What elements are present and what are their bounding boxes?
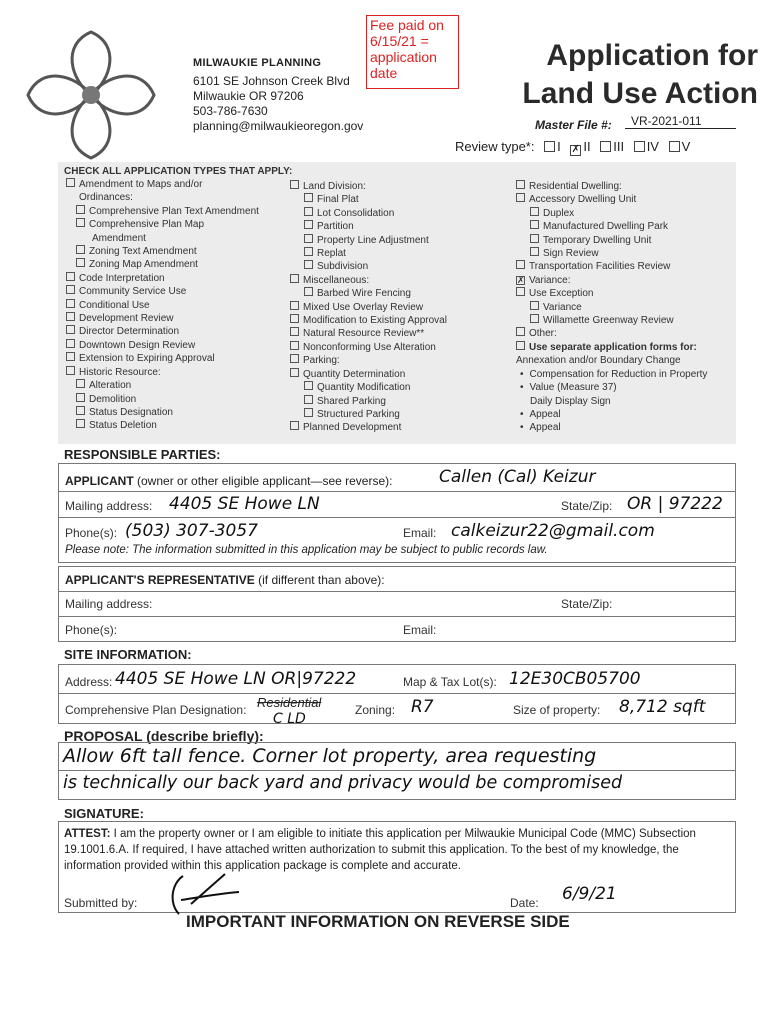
review-type: Review type*: I ✗ II III IV V <box>455 139 691 155</box>
application-type-item[interactable]: • Value (Measure 37) <box>520 382 617 394</box>
application-type-item[interactable]: Use separate application forms for: <box>516 341 736 354</box>
application-type-item[interactable]: Development Review <box>66 312 286 325</box>
application-type-item[interactable]: • Appeal <box>520 422 561 434</box>
date-field[interactable]: 6/9/21 <box>562 884 617 904</box>
phone-field[interactable]: (503) 307-3057 <box>125 521 258 541</box>
proposal-title: PROPOSAL (describe briefly): <box>64 728 264 744</box>
org-email: planning@milwaukieoregon.gov <box>193 119 364 133</box>
form-title-line-2: Land Use Action <box>522 77 758 110</box>
rep-mailing-field[interactable]: Mailing address: <box>65 597 153 611</box>
application-type-item[interactable]: Temporary Dwelling Unit <box>516 234 736 247</box>
application-type-item[interactable]: Extension to Expiring Approval <box>66 352 286 365</box>
checkbox[interactable] <box>304 193 313 202</box>
application-type-item[interactable]: Manufactured Dwelling Park <box>516 220 736 233</box>
checkbox[interactable] <box>304 234 313 243</box>
application-type-item[interactable]: Use Exception <box>516 287 736 300</box>
email-field[interactable]: calkeizur22@gmail.com <box>451 521 655 541</box>
applicant-panel: APPLICANT (owner or other eligible applicant—see reverse): Callen (Cal) Keizur Mailing address: 4405 SE Howe LN State/Zip: OR | 97222 Phone(s): (503) 307-3057 Email: calkeizur22@gmail.com Please note: The information submitted in this application may be subject to public records law. <box>58 463 736 563</box>
checkbox[interactable] <box>76 379 85 388</box>
application-type-item[interactable]: Ordinances: <box>79 192 133 204</box>
application-type-item[interactable]: Structured Parking <box>290 408 510 421</box>
application-type-item[interactable]: Status Deletion <box>66 419 286 432</box>
application-types-col-2 <box>290 180 510 435</box>
application-type-item[interactable]: Downtown Design Review <box>66 339 286 352</box>
site-panel: Address: 4405 SE Howe LN OR|97222 Map & Tax Lot(s): 12E30CB05700 Comprehensive Plan Designation: Residential C LD Zoning: R7 Size of property: 8,712 sqft <box>58 664 736 724</box>
application-types-col-1 <box>66 178 286 433</box>
rep-phone-field[interactable]: Phone(s): <box>65 623 118 637</box>
checkbox[interactable] <box>304 381 313 390</box>
application-type-item[interactable]: Community Service Use <box>66 285 286 298</box>
application-type-item[interactable]: • Appeal <box>520 408 561 420</box>
checkbox[interactable] <box>304 408 313 417</box>
fee-paid-note: Fee paid on 6/15/21 = application date <box>366 15 459 89</box>
application-type-item[interactable]: Code Interpretation <box>66 272 286 285</box>
application-type-item[interactable]: Zoning Text Amendment <box>66 245 286 258</box>
dogwood-flower-logo <box>16 20 166 170</box>
application-type-item[interactable]: Quantity Determination <box>290 368 510 381</box>
application-type-item[interactable]: Planned Development <box>290 421 510 434</box>
checkbox[interactable] <box>66 352 75 361</box>
checkbox[interactable] <box>516 287 525 296</box>
checkbox[interactable] <box>76 406 85 415</box>
application-type-item[interactable]: Partition <box>290 220 510 233</box>
application-type-item[interactable]: Modification to Existing Approval <box>290 314 510 327</box>
rep-email-field[interactable]: Email: <box>403 623 437 637</box>
checkbox[interactable] <box>530 234 539 243</box>
checkbox[interactable] <box>66 339 75 348</box>
checkbox[interactable] <box>290 421 299 430</box>
checkbox[interactable] <box>290 327 299 336</box>
checkbox[interactable] <box>66 272 75 281</box>
application-type-item[interactable]: Historic Resource: <box>66 366 286 379</box>
application-type-item[interactable]: Variance <box>516 301 736 314</box>
checkbox[interactable] <box>530 207 539 216</box>
checkbox[interactable] <box>516 341 525 350</box>
checkbox[interactable] <box>516 327 525 336</box>
checkbox[interactable] <box>530 247 539 256</box>
checkbox[interactable] <box>66 312 75 321</box>
application-type-item[interactable]: Residential Dwelling: <box>516 180 736 193</box>
checkbox[interactable] <box>66 366 75 375</box>
checkbox[interactable] <box>304 287 313 296</box>
public-records-note: Please note: The information submitted in this application may be subject to public records law. <box>65 544 548 556</box>
org-address-1: 6101 SE Johnson Creek Blvd <box>193 74 350 88</box>
checkbox[interactable] <box>516 193 525 202</box>
application-type-item[interactable]: Comprehensive Plan Map <box>66 218 286 231</box>
checkbox[interactable] <box>290 274 299 283</box>
master-file-label: Master File #: <box>535 118 612 132</box>
application-type-item[interactable]: Land Division: <box>290 180 510 193</box>
application-types-col-3 <box>516 180 736 435</box>
checkbox[interactable] <box>290 341 299 350</box>
checkbox[interactable] <box>304 260 313 269</box>
applicant-name-field[interactable]: Callen (Cal) Keizur <box>439 467 596 487</box>
application-type-item[interactable]: Quantity Modification <box>290 381 510 394</box>
checkbox[interactable] <box>66 325 75 334</box>
application-type-item[interactable]: Director Determination <box>66 325 286 338</box>
application-type-item[interactable]: Barbed Wire Fencing <box>290 287 510 300</box>
application-type-item[interactable]: Miscellaneous: <box>290 274 510 287</box>
application-type-item[interactable]: Comprehensive Plan Text Amendment <box>66 205 286 218</box>
application-type-item[interactable]: Alteration <box>66 379 286 392</box>
application-type-item[interactable]: Other: <box>516 327 736 340</box>
application-type-item[interactable]: Amendment to Maps and/or <box>66 178 286 191</box>
attest-text: ATTEST: I am the property owner or I am eligible to initiate this application per Milwaukie Municipal Code (MMC) Subsection 19.1001.6.A. If required, I have attached written authorization to submit this application. To the best of my knowledge, the information provided within this application package is complete and accurate. <box>64 828 696 872</box>
proposal-line-2: is technically our back yard and privacy would be compromised <box>63 773 623 793</box>
application-type-item[interactable]: Mixed Use Overlay Review <box>290 301 510 314</box>
application-type-item[interactable]: Subdivision <box>290 260 510 273</box>
checkbox[interactable] <box>530 301 539 310</box>
checkbox[interactable] <box>76 419 85 428</box>
application-type-item[interactable]: Final Plat <box>290 193 510 206</box>
site-address-field[interactable]: 4405 SE Howe LN OR|97222 <box>115 669 357 689</box>
application-type-item[interactable]: Duplex <box>516 207 736 220</box>
review-type-iii-checkbox[interactable] <box>600 141 611 152</box>
form-title-line-1: Application for <box>546 39 758 72</box>
application-type-item[interactable]: Parking: <box>290 354 510 367</box>
checkbox[interactable] <box>290 368 299 377</box>
checkbox[interactable] <box>516 180 525 189</box>
comp-plan-field[interactable]: Residential <box>257 695 322 710</box>
org-address-2: Milwaukie OR 97206 <box>193 89 304 103</box>
checkbox[interactable] <box>66 178 75 187</box>
checkbox[interactable] <box>290 314 299 323</box>
proposal-line-1: Allow 6ft tall fence. Corner lot property, area requesting <box>63 745 597 767</box>
tax-lot-field[interactable]: 12E30CB05700 <box>509 669 641 689</box>
application-type-item[interactable]: Accessory Dwelling Unit <box>516 193 736 206</box>
application-type-item[interactable]: Willamette Greenway Review <box>516 314 736 327</box>
review-type-ii-checkbox[interactable]: ✗ <box>571 144 581 155</box>
responsible-parties-title: RESPONSIBLE PARTIES: <box>64 447 221 462</box>
application-type-item[interactable]: Zoning Map Amendment <box>66 258 286 271</box>
state-zip-field[interactable]: OR | 97222 <box>627 494 723 514</box>
checkbox[interactable] <box>304 220 313 229</box>
important-info-banner: IMPORTANT INFORMATION ON REVERSE SIDE <box>186 912 570 931</box>
signature-title: SIGNATURE: <box>64 806 144 821</box>
application-types-panel <box>58 162 736 444</box>
application-type-item[interactable]: Daily Display Sign <box>530 395 611 407</box>
checkbox[interactable] <box>290 301 299 310</box>
checkbox[interactable] <box>76 205 85 214</box>
application-type-item[interactable]: • Compensation for Reduction in Property <box>520 368 708 380</box>
proposal-panel[interactable] <box>58 742 736 800</box>
checkbox[interactable] <box>66 299 75 308</box>
checkbox[interactable] <box>76 218 85 227</box>
org-phone: 503-786-7630 <box>193 104 268 118</box>
checkbox[interactable]: ✗ <box>517 274 525 285</box>
master-file-field[interactable]: VR-2021-011 <box>625 114 736 129</box>
submitted-by-label: Submitted by: <box>64 896 138 910</box>
checkbox[interactable] <box>304 247 313 256</box>
zoning-field[interactable]: R7 <box>411 697 434 717</box>
comp-plan-correction: C LD <box>273 711 306 727</box>
checkbox[interactable] <box>530 314 539 323</box>
checkbox[interactable] <box>76 245 85 254</box>
checkbox[interactable] <box>76 393 85 402</box>
checkbox[interactable] <box>304 207 313 216</box>
application-types-header: CHECK ALL APPLICATION TYPES THAT APPLY: <box>64 166 293 177</box>
checkbox[interactable] <box>290 354 299 363</box>
rep-state-zip-field[interactable]: State/Zip: <box>561 597 613 611</box>
checkbox[interactable] <box>304 395 313 404</box>
application-type-item[interactable]: Property Line Adjustment <box>290 234 510 247</box>
application-type-item[interactable]: Natural Resource Review** <box>290 327 510 340</box>
application-type-item[interactable]: Sign Review <box>516 247 736 260</box>
checkbox[interactable] <box>290 180 299 189</box>
checkbox[interactable] <box>516 260 525 269</box>
application-type-item[interactable]: Transportation Facilities Review <box>516 260 736 273</box>
application-type-item[interactable]: Lot Consolidation <box>290 207 510 220</box>
representative-panel: APPLICANT'S REPRESENTATIVE (if different than above): Mailing address: State/Zip: Phone(s): Email: <box>58 566 736 642</box>
application-type-item[interactable]: Annexation and/or Boundary Change <box>516 355 681 367</box>
checkbox[interactable] <box>76 258 85 267</box>
application-type-item[interactable]: Demolition <box>66 393 286 406</box>
checkbox[interactable] <box>530 220 539 229</box>
application-type-item[interactable]: Nonconforming Use Alteration <box>290 341 510 354</box>
review-type-v-checkbox[interactable] <box>669 141 680 152</box>
date-label: Date: <box>510 896 539 910</box>
application-type-item[interactable]: Amendment <box>92 232 146 244</box>
checkbox[interactable] <box>66 285 75 294</box>
site-information-title: SITE INFORMATION: <box>64 647 192 662</box>
review-type-i-checkbox[interactable] <box>544 141 555 152</box>
application-type-item[interactable]: Shared Parking <box>290 395 510 408</box>
review-type-iv-checkbox[interactable] <box>634 141 645 152</box>
org-name: MILWAUKIE PLANNING <box>193 57 322 69</box>
application-type-item[interactable]: ✗ Variance: <box>517 274 571 286</box>
application-type-item[interactable]: Conditional Use <box>66 299 286 312</box>
property-size-field[interactable]: 8,712 sqft <box>619 697 706 717</box>
application-type-item[interactable]: Replat <box>290 247 510 260</box>
application-type-item[interactable]: Status Designation <box>66 406 286 419</box>
mailing-address-field[interactable]: 4405 SE Howe LN <box>169 494 320 514</box>
